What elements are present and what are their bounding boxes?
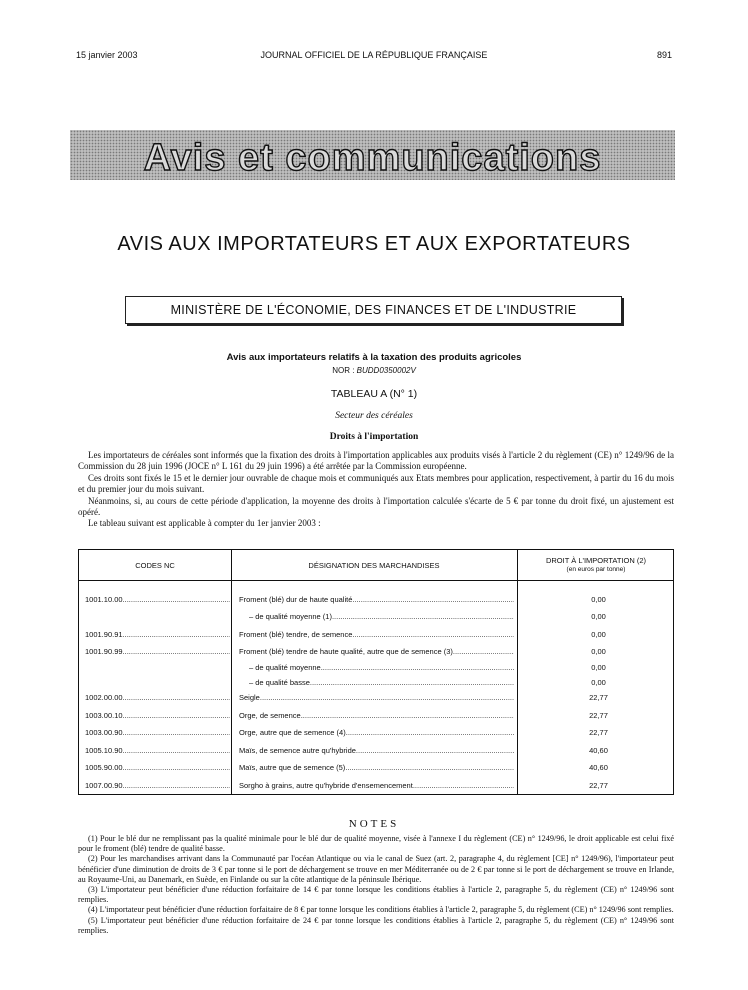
cell-code	[85, 781, 230, 790]
header-journal-title: JOURNAL OFFICIEL DE LA RÉPUBLIQUE FRANÇAISE	[260, 50, 488, 60]
ministry-box: MINISTÈRE DE L'ÉCONOMIE, DES FINANCES ET DE L'INDUSTRIE	[125, 296, 622, 324]
leader-dots	[310, 678, 514, 687]
cell-code	[85, 711, 230, 720]
paragraph: Le tableau suivant est applicable à compter du 1er janvier 2003 :	[88, 518, 321, 529]
designation-text: Maïs, de semence autre qu'hybride	[239, 746, 356, 755]
paragraph: Les importateurs de céréales sont informés que la fixation des droits à l'importation applicables aux produits visés à l'article 2 du règlement (CE) n° 1249/96 de la Commission du 28 juin 1996 (JOCE n° L 161 du 29 juin 1996) a été arrêtée par la Commission européenne.	[78, 450, 674, 472]
cell-duty-value: 22,77	[589, 693, 608, 702]
leader-dots	[123, 781, 230, 790]
leader-dots	[321, 663, 514, 672]
note: (5) L'importateur peut bénéficier d'une réduction forfaitaire de 24 € par tonne lorsque les conditions établies à l'article 2, paragraphe 5, du règlement (CE) n° 1249/96 sont remplies.	[78, 915, 674, 935]
notes-list	[78, 834, 674, 936]
cell-designation	[239, 763, 514, 772]
running-header	[0, 50, 748, 64]
designation-text: Froment (blé) tendre de haute qualité, autre que de semence (3)	[239, 647, 453, 656]
cell-designation	[239, 630, 514, 639]
leader-dots	[123, 630, 230, 639]
designation-text: Orge, autre que de semence (4)	[239, 728, 346, 737]
code-text: 1005.90.00	[85, 763, 123, 772]
table-row	[79, 711, 675, 723]
header-page-number: 891	[656, 50, 672, 60]
leader-dots	[123, 693, 230, 702]
code-text: 1001.90.91	[85, 630, 123, 639]
cell-code	[85, 595, 230, 604]
cell-duty-value: 0,00	[591, 663, 606, 672]
leader-dots	[123, 711, 230, 720]
secteur-subtitle: Secteur des céréales	[335, 411, 413, 421]
header-date: 15 janvier 2003	[76, 50, 138, 60]
table-row	[79, 647, 675, 659]
cell-designation	[239, 693, 514, 702]
nor-reference	[0, 366, 748, 375]
note: (2) Pour les marchandises arrivant dans la Communauté par l'océan Atlantique ou via le canal de Suez (art. 2, paragraphe 4, du règlement [CE] n° 1249/96), l'importateur peut bénéficier d'une diminution de droits de 3 € par tonne si le port de déchargement se trouve en mer Méditerranée ou de 2 € par tonne si le port de déchargement se trouve en Irlande, au Royaume-Uni, au Danemark, en Suède, en Finlande ou sur la côte atlantique de la péninsule Ibérique.	[78, 854, 674, 884]
leader-dots	[123, 763, 230, 772]
designation-text: Orge, de semence	[239, 711, 301, 720]
designation-text: Seigle	[239, 693, 260, 702]
cell-duty-value: 0,00	[591, 595, 606, 604]
leader-dots	[123, 595, 230, 604]
tableau-title: TABLEAU A (N° 1)	[330, 388, 418, 400]
table-row	[79, 693, 675, 705]
cell-designation	[239, 746, 514, 755]
table-row	[79, 630, 675, 642]
designation-text: Maïs, autre que de semence (5)	[239, 763, 346, 772]
leader-dots	[413, 781, 514, 790]
nor-label: NOR :	[332, 366, 355, 375]
table-row	[79, 746, 675, 758]
notes-title: NOTES	[348, 818, 400, 830]
leader-dots	[453, 647, 514, 656]
paragraph: Ces droits sont fixés le 15 et le dernier jour ouvrable de chaque mois et communiqués aux Etats membres pour application, respectivement, à partir du 16 du mois et du premier jour du mois suivant.	[78, 472, 674, 495]
code-text: 1007.00.90	[85, 781, 123, 790]
leader-dots	[352, 630, 514, 639]
leader-dots	[260, 693, 514, 702]
leader-dots	[356, 746, 514, 755]
import-duty-table	[78, 549, 674, 795]
leader-dots	[123, 728, 230, 737]
code-text: 1003.00.90	[85, 728, 123, 737]
cell-code	[85, 746, 230, 755]
code-text: 1001.90.99	[85, 647, 123, 656]
cell-designation	[239, 663, 514, 672]
cell-duty-value: 0,00	[591, 678, 606, 687]
table-row	[79, 763, 675, 775]
cell-code	[85, 693, 230, 702]
table-row	[79, 781, 675, 793]
cell-designation	[239, 595, 514, 604]
table-row	[79, 678, 675, 690]
designation-text: – de qualité moyenne	[249, 663, 321, 672]
designation-text: – de qualité moyenne (1)	[249, 612, 332, 621]
code-text: 1001.10.00	[85, 595, 123, 604]
paragraph: Néanmoins, si, au cours de cette période d'application, la moyenne des droits à l'importation calculée s'écarte de 5 € par tonne du droit fixé, un ajustement est opéré.	[78, 495, 674, 518]
note: (4) L'importateur peut bénéficier d'une réduction forfaitaire de 8 € par tonne lorsque les conditions établies à l'article 2, paragraphe 5, du règlement (CE) n° 1249/96 sont remplies.	[88, 905, 674, 915]
table-row	[79, 612, 675, 624]
cell-duty-value: 22,77	[589, 781, 608, 790]
table-row	[79, 595, 675, 607]
code-text: 1005.10.90	[85, 746, 123, 755]
cell-code	[85, 763, 230, 772]
code-text: 1002.00.00	[85, 693, 123, 702]
leader-dots	[123, 647, 230, 656]
cell-code	[85, 647, 230, 656]
leader-dots	[301, 711, 514, 720]
nor-code: BUDD0350002V	[356, 366, 416, 375]
cell-duty-value: 0,00	[591, 612, 606, 621]
cell-duty-value: 40,60	[589, 746, 608, 755]
header-codes: CODES NC	[135, 560, 175, 570]
note: (1) Pour le blé dur ne remplissant pas la qualité minimale pour le blé dur de qualité moyenne, visée à l'annexe I du règlement (CE) n° 1249/96, le droit applicable est celui fixé pour le froment (blé) tendre de qualité basse.	[78, 834, 674, 854]
table-row	[79, 728, 675, 740]
table-row	[79, 663, 675, 675]
leader-dots	[332, 612, 514, 621]
cell-code	[85, 728, 230, 737]
cell-designation	[239, 612, 514, 621]
leader-dots	[346, 728, 514, 737]
intro-paragraphs	[78, 450, 674, 530]
cell-duty-value: 40,60	[589, 763, 608, 772]
cell-designation	[239, 711, 514, 720]
leader-dots	[345, 763, 514, 772]
cell-designation	[239, 678, 514, 687]
banner-title: Avis et communications	[143, 137, 602, 179]
cell-duty-value: 0,00	[591, 647, 606, 656]
header-droit	[517, 550, 675, 580]
droits-heading: Droits à l'importation	[329, 432, 419, 442]
cell-designation	[239, 781, 514, 790]
cell-duty-value: 22,77	[589, 711, 608, 720]
cell-duty-value: 22,77	[589, 728, 608, 737]
leader-dots	[352, 595, 514, 604]
notice-title: Avis aux importateurs relatifs à la taxation des produits agricoles	[226, 352, 522, 363]
table-header-rule	[79, 580, 673, 581]
cell-designation	[239, 647, 514, 656]
note: (3) L'importateur peut bénéficier d'une réduction forfaitaire de 14 € par tonne lorsque les conditions établies à l'article 2, paragraphe 5, du règlement (CE) n° 1249/96 sont remplies.	[78, 885, 674, 905]
designation-text: Froment (blé) tendre, de semence	[239, 630, 353, 639]
cell-code	[85, 630, 230, 639]
leader-dots	[123, 746, 230, 755]
header-droit-unit: (en euros par tonne)	[566, 566, 626, 573]
designation-text: Froment (blé) dur de haute qualité	[239, 595, 353, 604]
cell-designation	[239, 728, 514, 737]
designation-text: Sorgho à grains, autre qu'hybride d'ensemencement	[239, 781, 413, 790]
designation-text: – de qualité basse	[249, 678, 310, 687]
header-droit-label: DROIT À L'IMPORTATION (2)	[545, 556, 647, 565]
cell-duty-value: 0,00	[591, 630, 606, 639]
main-heading: AVIS AUX IMPORTATEURS ET AUX EXPORTATEURS	[117, 233, 631, 255]
header-designation: DÉSIGNATION DES MARCHANDISES	[308, 560, 440, 570]
code-text: 1003.00.10	[85, 711, 123, 720]
